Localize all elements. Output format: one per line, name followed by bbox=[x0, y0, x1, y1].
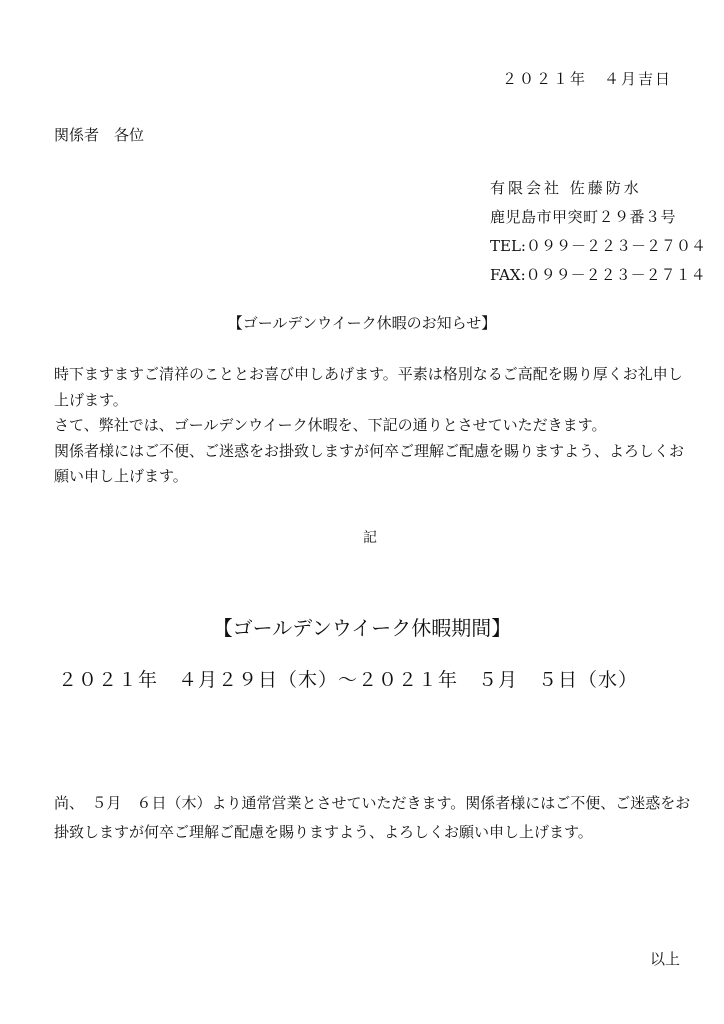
period-title: 【ゴールデンウイーク休暇期間】 bbox=[212, 616, 512, 640]
body-paragraph-greeting: 時下ますますご清祥のこととお喜び申しあげます。平素は格別なるご高配を賜り厚くお礼申し上げます。 bbox=[54, 365, 683, 409]
ki-heading: 記 bbox=[363, 530, 377, 546]
sender-address: 鹿児島市甲突町２９番３号 bbox=[490, 208, 677, 226]
sender-company: 有限会社 佐藤防水 bbox=[490, 179, 642, 197]
letter-date: ２０２１年 ４月吉日 bbox=[501, 70, 672, 88]
body-paragraph-announcement: さて、弊社では、ゴールデンウイーク休暇を、下記の通りとさせていただきます。 bbox=[54, 416, 607, 434]
closing-note bbox=[54, 789, 694, 847]
sender-block bbox=[490, 174, 706, 290]
holiday-period: ２０２１年 ４月２９日（木）～２０２１年 ５月 ５日（水） bbox=[58, 669, 639, 691]
sender-fax: FAX:０９９－２２３－２７１４ bbox=[490, 266, 706, 284]
ijo-closing-mark: 以上 bbox=[649, 950, 680, 968]
sender-tel: TEL:０９９－２２３－２７０４ bbox=[490, 237, 706, 255]
addressee: 関係者 各位 bbox=[54, 126, 145, 144]
closing-paragraph: 尚、 ５月 ６日（木）より通常営業とさせていただきます。関係者様にはご不便、ご迷惑をお掛致しますが何卒ご理解ご配慮を賜りますよう、よろしくお願い申し上げます。 bbox=[54, 794, 691, 841]
body-text bbox=[54, 362, 684, 490]
notice-title: 【ゴールデンウイーク休暇のお知らせ】 bbox=[227, 314, 497, 332]
body-paragraph-apology: 関係者様にはご不便、ご迷惑をお掛致しますが何卒ご理解ご配慮を賜りますよう、よろしくお願い申し上げます。 bbox=[54, 441, 685, 485]
